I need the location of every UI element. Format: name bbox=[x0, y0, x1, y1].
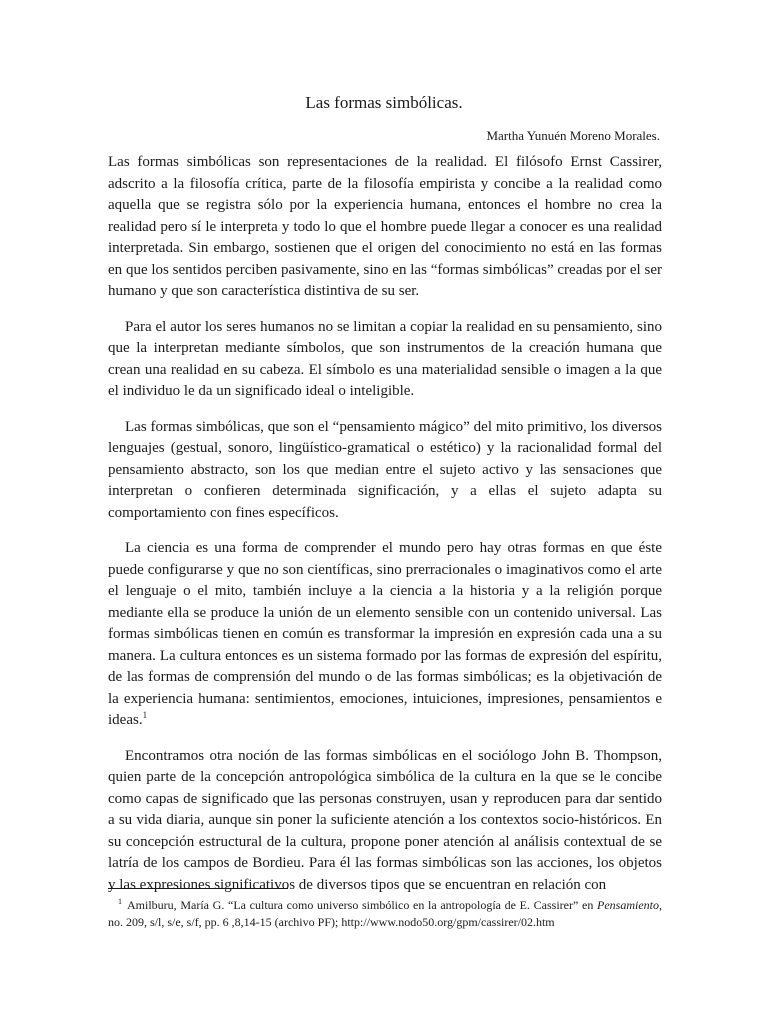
footnote-text-after: , no. 209, s/l, s/e, s/f, pp. 6 ,8,14-15 (archivo PF); http://www.nodo50.org/gpm/cassirer/02.htm bbox=[108, 898, 662, 929]
author-name: Martha Yunuén Moreno Morales. bbox=[486, 128, 660, 143]
document-title: Las formas simbólicas. bbox=[305, 93, 463, 112]
paragraph-1: Las formas simbólicas son representaciones de la realidad. El filósofo Ernst Cassirer, adscrito a la filosofía crítica, parte de la filosofía empirista y concibe a la realidad como aquella que se registra sólo por la experiencia humana, entonces el hombre no crea la realidad pero sí le interpreta y todo lo que el hombre puede llegar a conocer es una realidad interpretada. Sin embargo, sostienen que el origen del conocimiento no está en las formas en que los sentidos perciben pasivamente, sino en las “formas simbólicas” creadas por el ser humano y que son característica distintiva de su ser. bbox=[108, 154, 662, 299]
paragraph-4 bbox=[108, 538, 662, 732]
document-body bbox=[108, 152, 662, 896]
paragraph-2: Para el autor los seres humanos no se limitan a copiar la realidad en su pensamiento, sino que la interpretan mediante símbolos, que son instrumentos de la creación humana que crean una realidad en su cabeza. El símbolo es una materialidad sensible o imagen a la que el individuo le da un significado ideal o inteligible. bbox=[108, 318, 662, 399]
paragraph-3: Las formas simbólicas, que son el “pensamiento mágico” del mito primitivo, los diversos lenguajes (gestual, sonoro, lingüístico-gramatical o estético) y la racionalidad formal del pensamiento abstracto, son los que median entre el sujeto activo y las sensaciones que interpretan o confieren determinada significación, y a ellas el sujeto adapta su comportamiento con fines específicos. bbox=[108, 418, 662, 521]
paragraph-5: Encontramos otra noción de las formas simbólicas en el sociólogo John B. Thompson, quien parte de la concepción antropológica simbólica de la cultura en la que se le concibe como capas de significado que las personas construyen, usan y reproducen para dar sentido a su vida diaria, aunque sin poner la suficiente atención a los contextos socio-históricos. En su concepción estructural de la cultura, propone poner atención al análisis contextual de se latría de los campos de Bordieu. Para él las formas simbólicas son las acciones, los objetos y las expresiones significativos de diversos tipos que se encuentran en relación con bbox=[108, 747, 662, 893]
footnote-number: 1 bbox=[118, 897, 122, 906]
footnote bbox=[108, 897, 662, 931]
footnote-journal: Pensamiento bbox=[597, 898, 659, 912]
footnote-reference[interactable]: 1 bbox=[142, 710, 148, 720]
paragraph-4-text: La ciencia es una forma de comprender el mundo pero hay otras formas en que éste puede configurarse y que no son científicas, sino prerracionales o imaginativos como el arte el lenguaje o el mito, también incluye a la ciencia a la historia y a la religión porque mediante ella se produce la unión de un elemento sensible con un contenido universal. Las formas simbólicas tienen en común es transformar la impresión en expresión cada una a su manera. La cultura entonces es un sistema formado por las formas de expresión del espíritu, de las formas de comprensión del mundo o de las formas simbólicas; es la objetivación de la experiencia humana: sentimientos, emociones, intuiciones, impresiones, pensamientos e ideas. bbox=[108, 540, 662, 728]
footnote-text-before: Amilburu, María G. “La cultura como universo simbólico en la antropología de E. Cassirer” en bbox=[127, 898, 597, 912]
footnote-separator bbox=[108, 888, 288, 889]
